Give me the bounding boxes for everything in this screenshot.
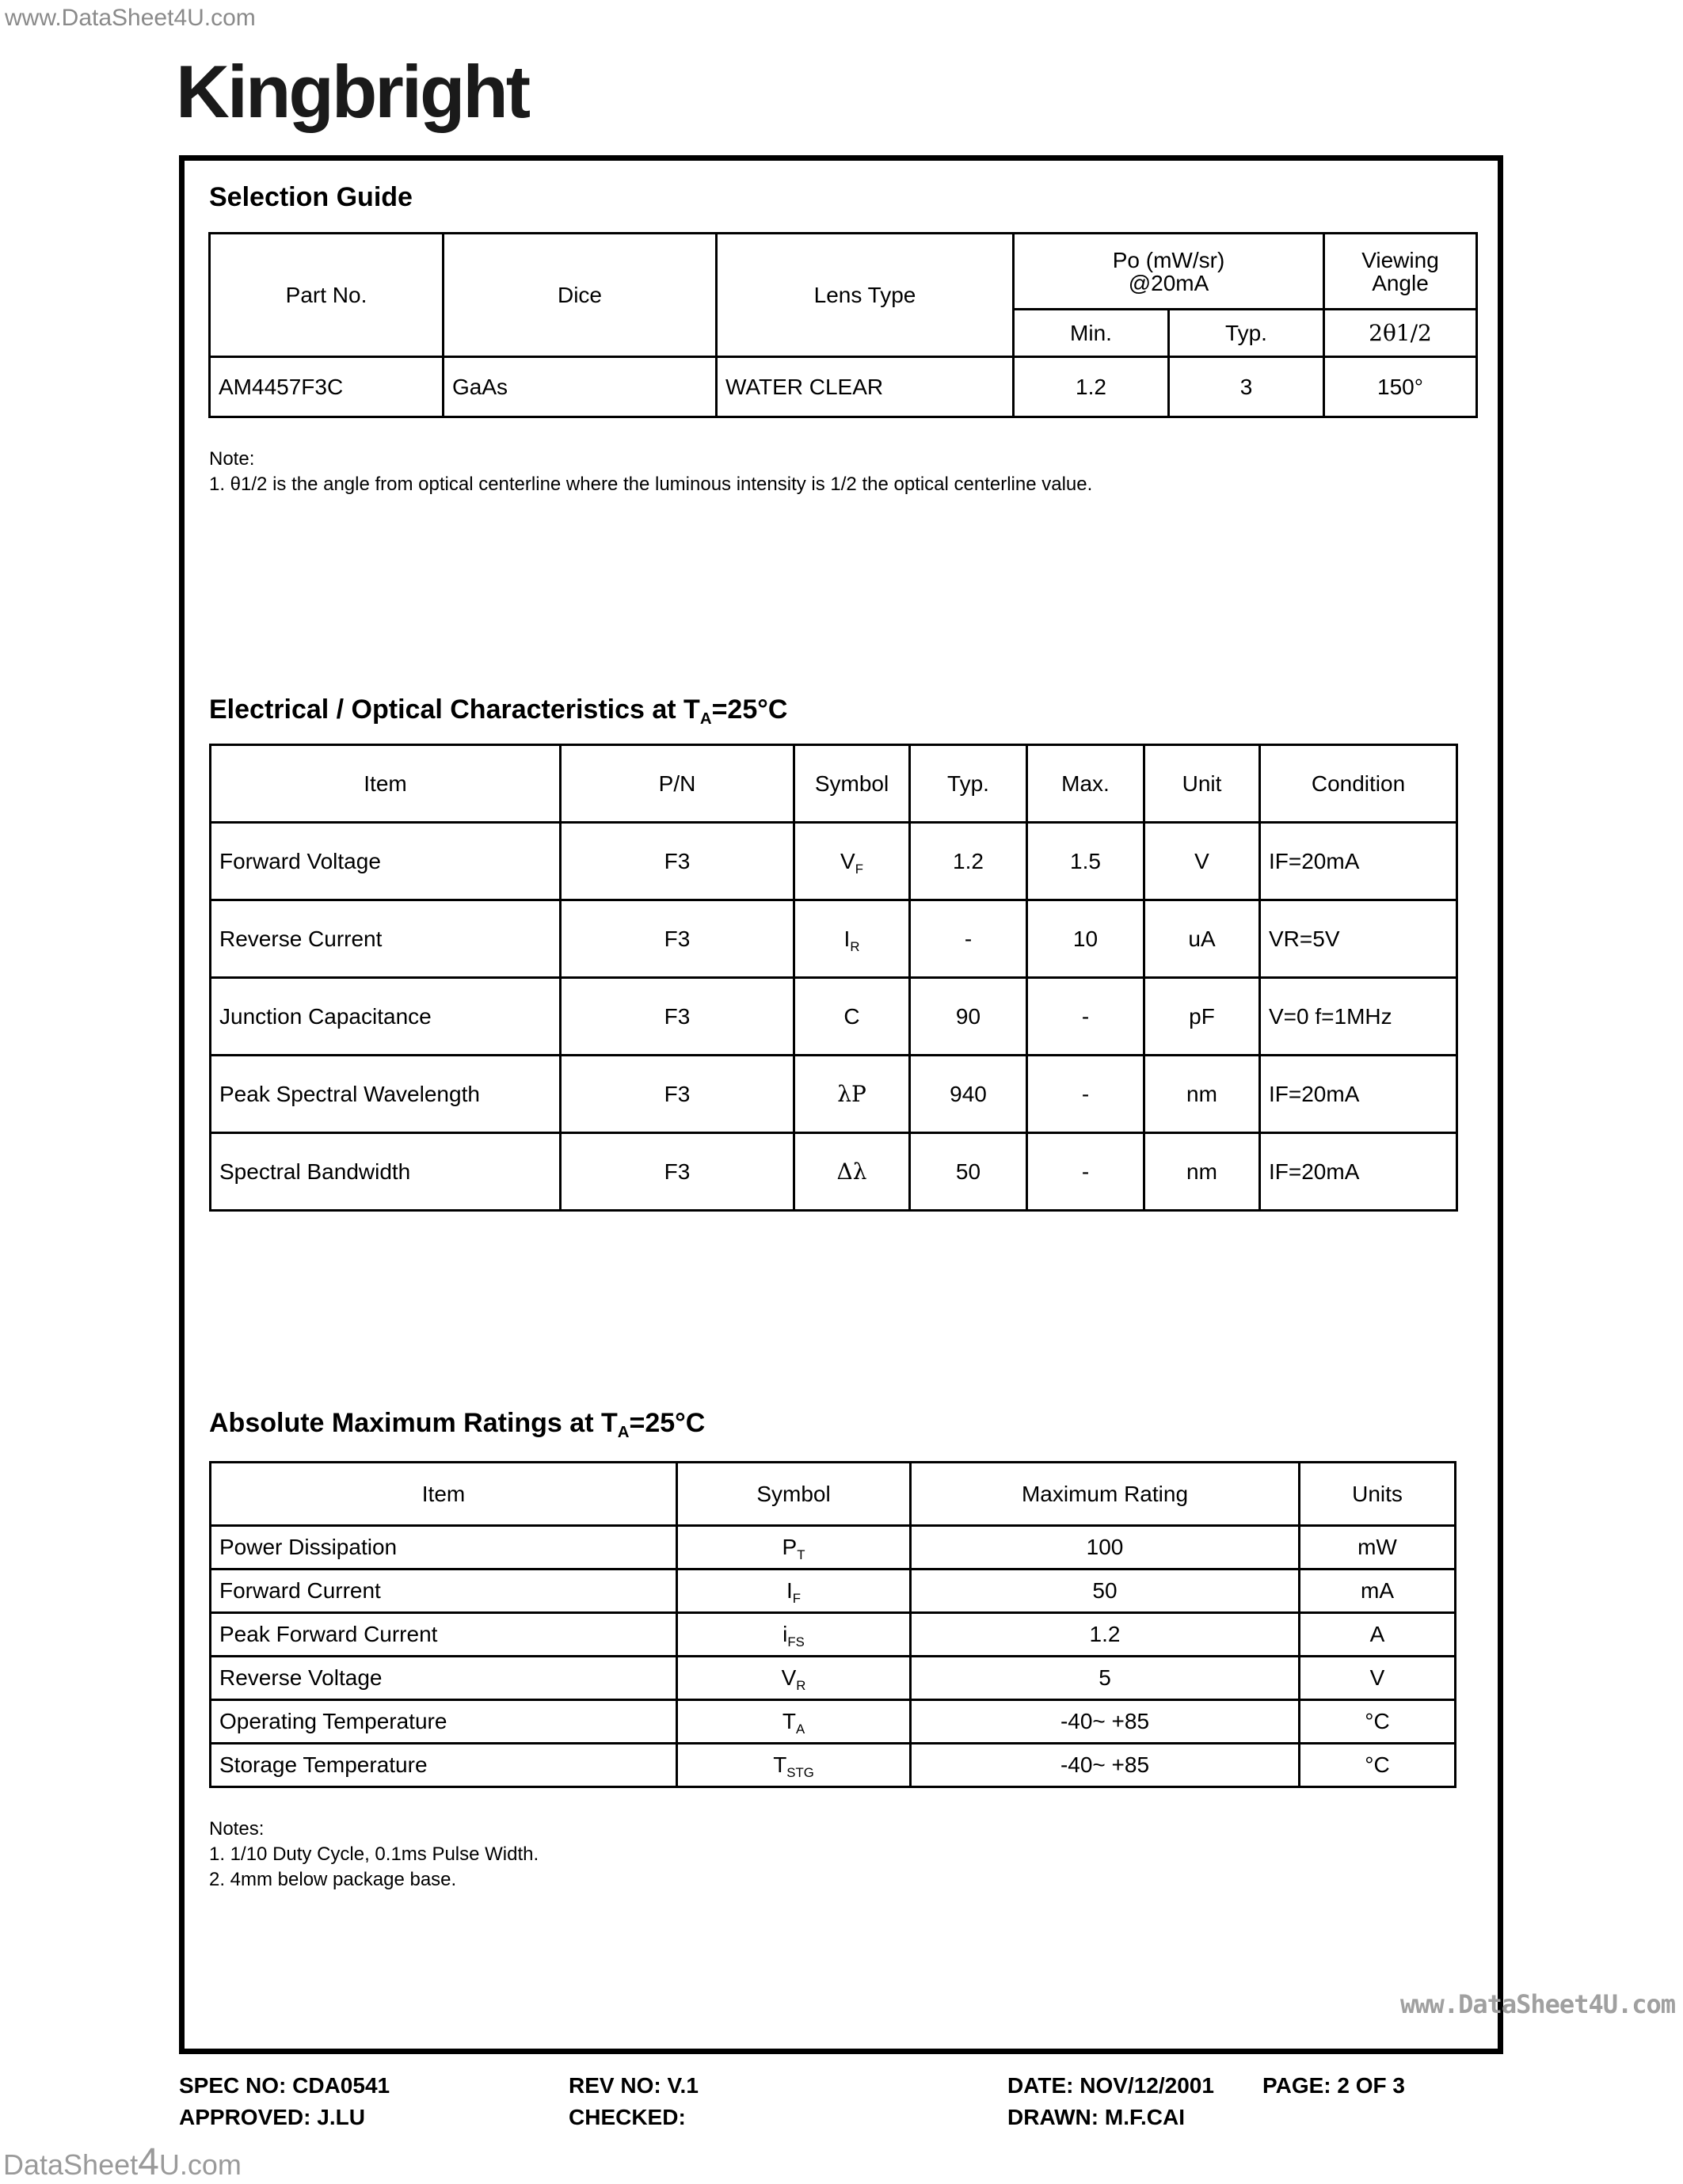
cell-symbol <box>677 1526 911 1570</box>
symbol-sub: STG <box>786 1764 814 1780</box>
cell-units: mA <box>1300 1570 1456 1613</box>
cell-item: Operating Temperature <box>211 1700 677 1744</box>
cell-item: Power Dissipation <box>211 1526 677 1570</box>
table-row <box>211 1700 1456 1744</box>
watermark-bottom-big: 4 <box>138 2141 159 2183</box>
symbol-sub: F <box>855 861 863 877</box>
selection-note-label: Note: <box>209 448 255 470</box>
cell-min: 1.2 <box>1014 357 1169 417</box>
watermark-top: www.DataSheet4U.com <box>5 5 256 31</box>
cell-max: 1.5 <box>1027 823 1144 900</box>
symbol-main: λP <box>837 1081 866 1107</box>
electrical-title-post: =25°C <box>711 694 788 725</box>
selection-note-1: 1. θ1/2 is the angle from optical centerline where the luminous intensity is 1/2 the optical centerline value. <box>209 474 1093 495</box>
symbol-sub: A <box>795 1721 805 1737</box>
header-viewing: Viewing <box>1361 247 1439 272</box>
absolute-note-2: 2. 4mm below package base. <box>209 1869 457 1890</box>
header-condition: Condition <box>1260 745 1457 823</box>
electrical-title-sub: A <box>699 710 712 729</box>
cell-max: - <box>1027 1133 1144 1211</box>
footer-rev-no: REV NO: V.1 <box>569 2073 699 2098</box>
cell-rating: 1.2 <box>911 1613 1300 1657</box>
cell-part-no: AM4457F3C <box>210 357 444 417</box>
cell-typ: 90 <box>910 978 1027 1056</box>
header-angle: Angle <box>1372 270 1429 295</box>
cell-max: - <box>1027 1056 1144 1133</box>
absolute-title <box>209 1408 706 1442</box>
cell-typ: 50 <box>910 1133 1027 1211</box>
cell-dice: GaAs <box>444 357 717 417</box>
cell-units: V <box>1300 1657 1456 1700</box>
symbol-sub: FS <box>787 1634 805 1649</box>
cell-rating: -40~ +85 <box>911 1700 1300 1744</box>
header-lens-type: Lens Type <box>717 234 1014 357</box>
absolute-title-pre: Absolute Maximum Ratings at T <box>209 1408 618 1438</box>
watermark-right: www.DataSheet4U.com <box>1400 1989 1676 2019</box>
cell-lens-type: WATER CLEAR <box>717 357 1014 417</box>
header-unit: Unit <box>1144 745 1260 823</box>
electrical-title-pre: Electrical / Optical Characteristics at T <box>209 694 700 725</box>
symbol-main: T <box>773 1752 787 1777</box>
symbol-main: I <box>843 926 851 951</box>
cell-pn: F3 <box>561 978 794 1056</box>
cell-item: Storage Temperature <box>211 1744 677 1787</box>
header-part-no: Part No. <box>210 234 444 357</box>
table-row <box>211 1133 1457 1211</box>
header-item: Item <box>211 745 561 823</box>
cell-item: Peak Forward Current <box>211 1613 677 1657</box>
footer-drawn: DRAWN: M.F.CAI <box>1007 2105 1185 2129</box>
cell-typ: - <box>910 900 1027 978</box>
cell-item: Forward Current <box>211 1570 677 1613</box>
header-symbol: Symbol <box>794 745 910 823</box>
cell-condition: VR=5V <box>1260 900 1457 978</box>
absolute-note-1: 1. 1/10 Duty Cycle, 0.1ms Pulse Width. <box>209 1843 539 1865</box>
header-item: Item <box>211 1463 677 1526</box>
cell-symbol <box>794 978 910 1056</box>
symbol-main: C <box>843 1003 860 1029</box>
table-row <box>211 1657 1456 1700</box>
selection-header-row <box>210 234 1477 310</box>
cell-symbol <box>794 1056 910 1133</box>
selection-guide-title: Selection Guide <box>209 182 413 212</box>
symbol-sub: R <box>796 1677 806 1693</box>
symbol-sub: T <box>797 1547 805 1562</box>
symbol-main: I <box>786 1578 793 1603</box>
cell-unit: pF <box>1144 978 1260 1056</box>
electrical-table <box>209 744 1458 1212</box>
cell-condition: V=0 f=1MHz <box>1260 978 1457 1056</box>
cell-units: °C <box>1300 1700 1456 1744</box>
cell-item: Spectral Bandwidth <box>211 1133 561 1211</box>
cell-symbol <box>677 1700 911 1744</box>
footer-approved: APPROVED: J.LU <box>179 2105 365 2129</box>
header-typ: Typ. <box>910 745 1027 823</box>
brand-logo: Kingbright <box>176 50 529 133</box>
electrical-title <box>209 694 788 729</box>
symbol-main: i <box>782 1622 788 1646</box>
cell-item: Forward Voltage <box>211 823 561 900</box>
table-row <box>211 1744 1456 1787</box>
symbol-sub: F <box>792 1590 802 1606</box>
symbol-main: T <box>782 1709 796 1733</box>
cell-item: Reverse Voltage <box>211 1657 677 1700</box>
cell-symbol <box>794 823 910 900</box>
cell-units: A <box>1300 1613 1456 1657</box>
cell-rating: 100 <box>911 1526 1300 1570</box>
selection-guide-table <box>208 232 1478 418</box>
cell-pn: F3 <box>561 823 794 900</box>
table-row <box>211 1613 1456 1657</box>
cell-rating: 5 <box>911 1657 1300 1700</box>
cell-symbol <box>677 1744 911 1787</box>
cell-unit: nm <box>1144 1056 1260 1133</box>
symbol-sub: R <box>850 938 860 954</box>
table-row <box>211 1526 1456 1570</box>
absolute-title-sub: A <box>617 1424 630 1442</box>
cell-item: Reverse Current <box>211 900 561 978</box>
cell-typ: 1.2 <box>910 823 1027 900</box>
cell-condition: IF=20mA <box>1260 1133 1457 1211</box>
symbol-main: V <box>781 1665 797 1690</box>
cell-unit: uA <box>1144 900 1260 978</box>
cell-item: Peak Spectral Wavelength <box>211 1056 561 1133</box>
header-po-current: @20mA <box>1128 270 1209 295</box>
absolute-title-post: =25°C <box>629 1408 706 1438</box>
table-row <box>211 1056 1457 1133</box>
cell-symbol <box>677 1570 911 1613</box>
header-po-unit: Po (mW/sr) <box>1112 247 1225 272</box>
absolute-notes-label: Notes: <box>209 1818 265 1840</box>
cell-pn: F3 <box>561 900 794 978</box>
header-min: Min. <box>1014 310 1169 357</box>
header-angle-symbol: 2θ1/2 <box>1324 310 1477 357</box>
cell-max: - <box>1027 978 1144 1056</box>
footer-date: DATE: NOV/12/2001 <box>1007 2073 1214 2098</box>
absolute-table <box>209 1461 1456 1788</box>
watermark-bottom-pre: DataSheet <box>3 2148 139 2181</box>
cell-symbol <box>794 900 910 978</box>
symbol-main: V <box>840 848 855 873</box>
header-pn: P/N <box>561 745 794 823</box>
cell-condition: IF=20mA <box>1260 823 1457 900</box>
table-row <box>210 357 1477 417</box>
header-maximum-rating: Maximum Rating <box>911 1463 1300 1526</box>
cell-pn: F3 <box>561 1133 794 1211</box>
cell-symbol <box>794 1133 910 1211</box>
header-units: Units <box>1300 1463 1456 1526</box>
table-row <box>211 1570 1456 1613</box>
cell-symbol <box>677 1613 911 1657</box>
cell-rating: 50 <box>911 1570 1300 1613</box>
footer-spec-no: SPEC NO: CDA0541 <box>179 2073 390 2098</box>
cell-unit: nm <box>1144 1133 1260 1211</box>
symbol-main: P <box>782 1535 798 1559</box>
header-viewing-angle <box>1324 234 1477 310</box>
footer-page: PAGE: 2 OF 3 <box>1262 2073 1405 2098</box>
cell-rating: -40~ +85 <box>911 1744 1300 1787</box>
header-dice: Dice <box>444 234 717 357</box>
watermark-bottom-post: U.com <box>158 2148 242 2181</box>
cell-units: mW <box>1300 1526 1456 1570</box>
header-typ: Typ. <box>1169 310 1324 357</box>
header-symbol: Symbol <box>677 1463 911 1526</box>
cell-pn: F3 <box>561 1056 794 1133</box>
cell-max: 10 <box>1027 900 1144 978</box>
footer-checked: CHECKED: <box>569 2105 686 2129</box>
cell-item: Junction Capacitance <box>211 978 561 1056</box>
header-po <box>1014 234 1324 310</box>
symbol-main: Δλ <box>836 1159 867 1185</box>
cell-typ: 940 <box>910 1056 1027 1133</box>
electrical-header-row <box>211 745 1457 823</box>
cell-units: °C <box>1300 1744 1456 1787</box>
cell-symbol <box>677 1657 911 1700</box>
header-max: Max. <box>1027 745 1144 823</box>
table-row <box>211 823 1457 900</box>
table-row <box>211 900 1457 978</box>
cell-typ: 3 <box>1169 357 1324 417</box>
table-row <box>211 978 1457 1056</box>
cell-angle: 150° <box>1324 357 1477 417</box>
cell-unit: V <box>1144 823 1260 900</box>
cell-condition: IF=20mA <box>1260 1056 1457 1133</box>
absolute-header-row <box>211 1463 1456 1526</box>
